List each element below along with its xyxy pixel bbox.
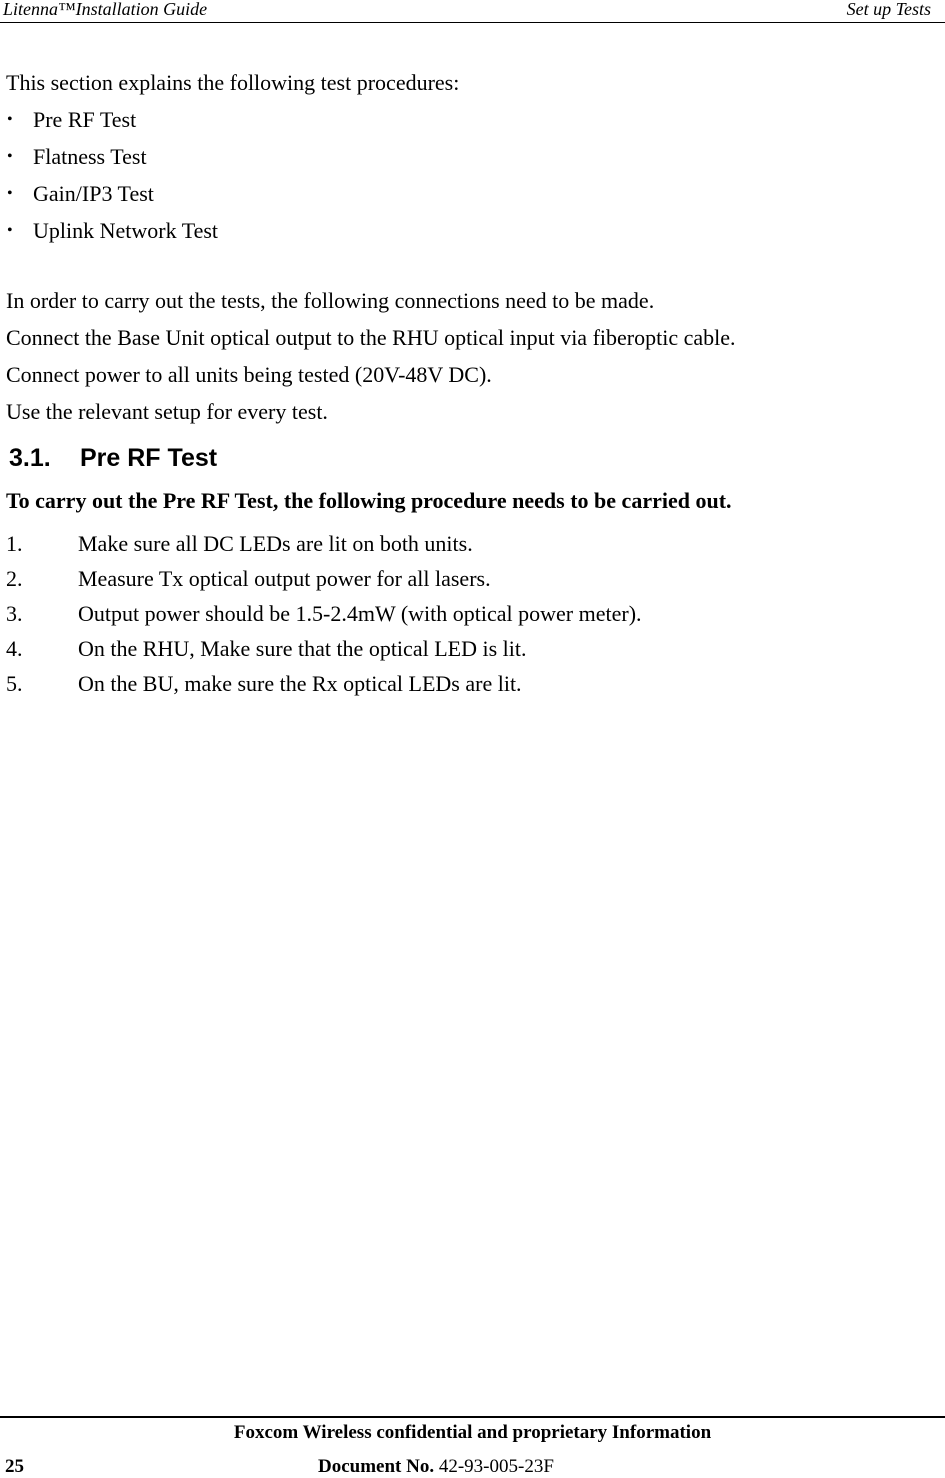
document-number-label: Document No. [318,1456,435,1477]
page-number: 25 [5,1456,24,1477]
procedure-steps [6,526,642,701]
intro-content [6,64,931,430]
list-item [6,101,931,138]
step-text: Output power should be 1.5-2.4mW (with optical power meter). [78,601,642,626]
bullet-icon: • [7,222,13,239]
list-item [6,526,642,561]
bullet-icon: • [7,185,13,202]
list-item-label: Uplink Network Test [33,218,219,243]
page-footer [0,1416,945,1478]
section-number: 3.1. [9,444,51,472]
list-item [6,561,642,596]
step-text: On the RHU, Make sure that the optical LED is lit. [78,636,527,661]
confidential-notice: Foxcom Wireless confidential and proprietary Information [233,1422,712,1443]
list-item-label: Flatness Test [33,144,147,169]
step-text: On the BU, make sure the Rx optical LEDs are lit. [78,671,522,696]
list-item [6,175,931,212]
list-item [6,138,931,175]
page-header [0,0,945,23]
list-item [6,596,642,631]
spacer [6,249,931,282]
test-procedure-list [6,101,931,249]
list-item-label: Gain/IP3 Test [33,181,154,206]
connections-paragraph: Connect the Base Unit optical output to the RHU optical input via fiberoptic cable. [6,325,736,350]
step-number: 4. [6,636,23,661]
list-item [6,212,931,249]
step-number: 5. [6,671,23,696]
step-text: Measure Tx optical output power for all lasers. [78,566,491,591]
bullet-icon: • [7,111,13,128]
connections-paragraph: Connect power to all units being tested (20V-48V DC). [6,362,492,387]
list-item [6,666,642,701]
header-chapter-title: Set up Tests [846,0,931,19]
connections-paragraph: Use the relevant setup for every test. [6,399,328,424]
intro-paragraph: This section explains the following test procedures: [6,70,460,95]
step-number: 1. [6,531,23,556]
step-number: 2. [6,566,23,591]
step-number: 3. [6,601,23,626]
step-text: Make sure all DC LEDs are lit on both units. [78,531,473,556]
list-item-label: Pre RF Test [33,107,137,132]
section-heading [9,441,217,475]
list-item [6,631,642,666]
document-number [318,1456,554,1478]
section-title: Pre RF Test [80,444,218,472]
document-number-value: 42-93-005-23F [438,1456,554,1477]
header-doc-title: Litenna™Installation Guide [3,0,208,19]
procedure-intro: To carry out the Pre RF Test, the following procedure needs to be carried out. [6,488,732,513]
connections-paragraph: In order to carry out the tests, the following connections need to be made. [6,288,655,313]
bullet-icon: • [7,148,13,165]
